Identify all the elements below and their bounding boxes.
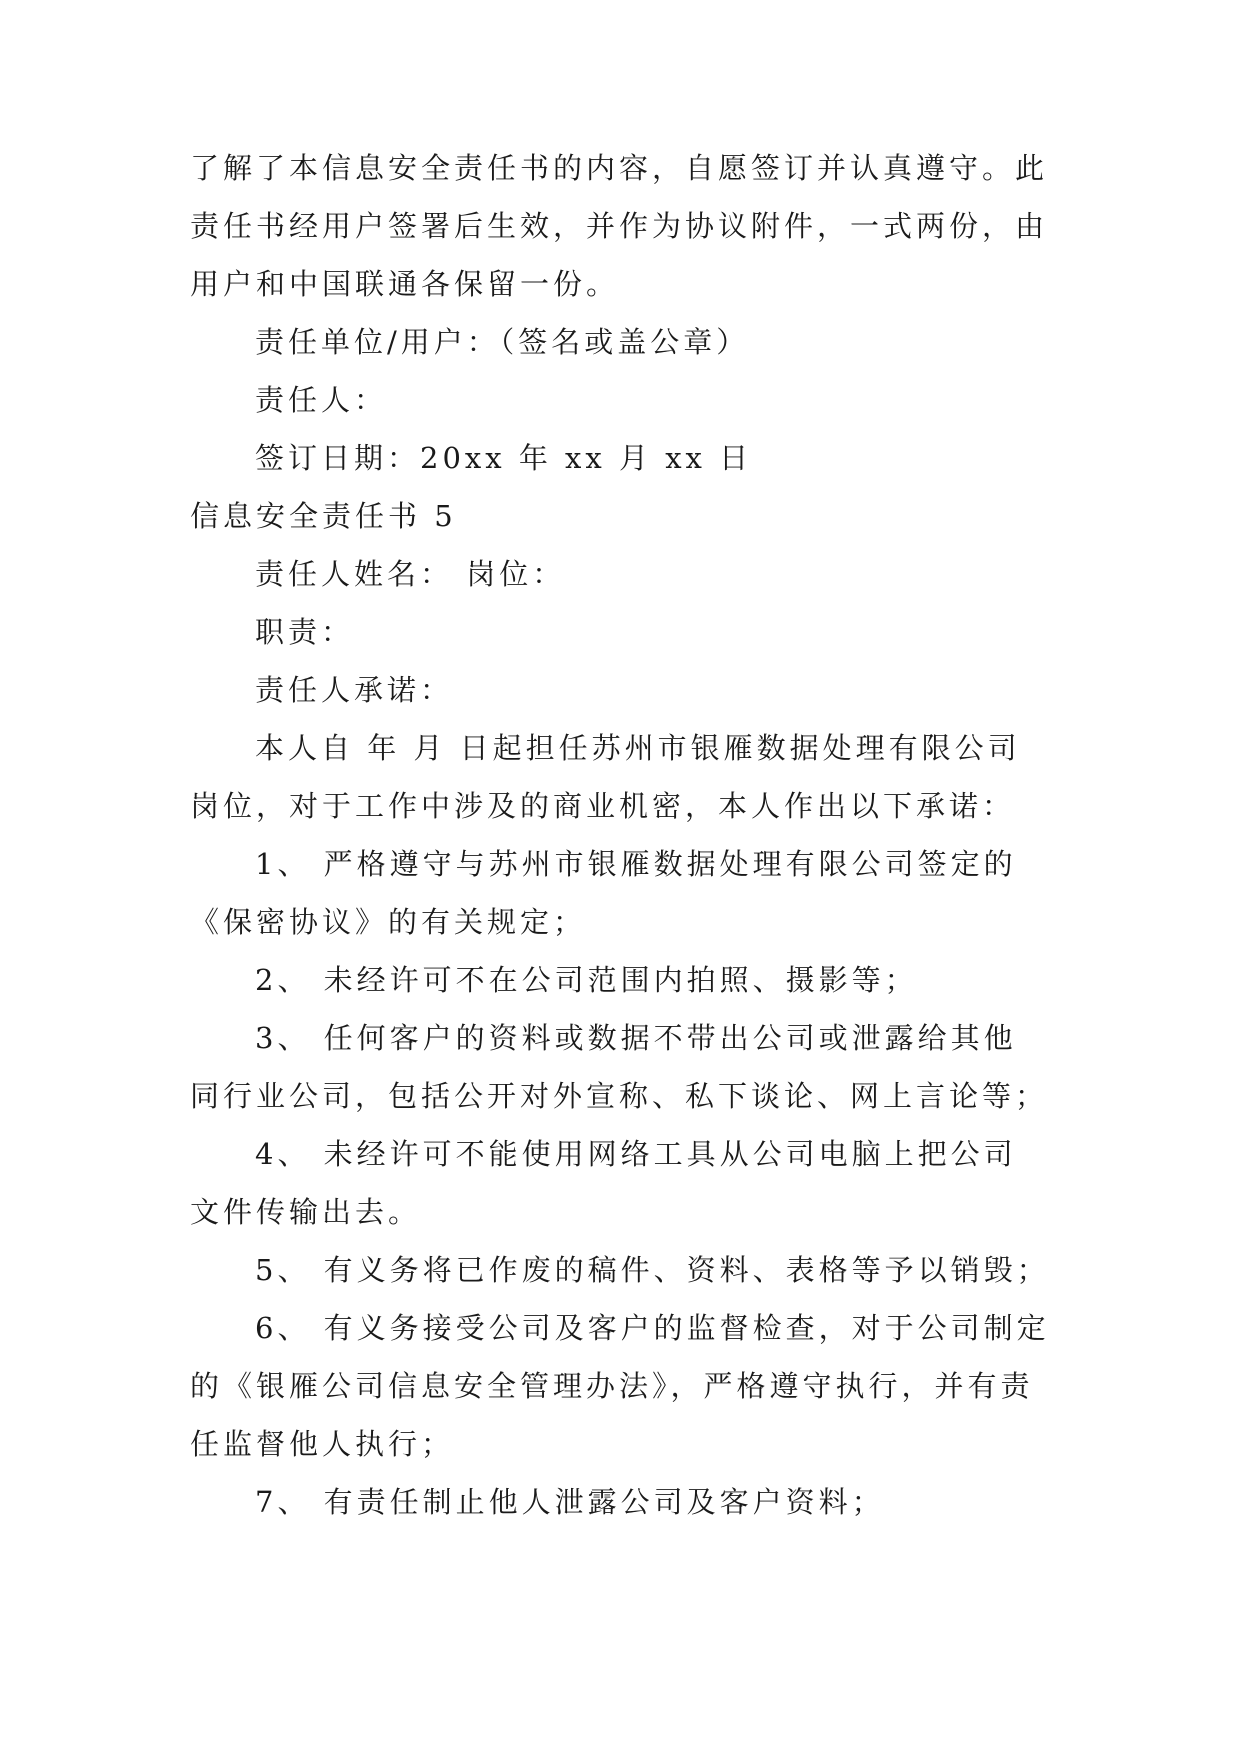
list-item-continuation: 《保密协议》的有关规定； [190, 905, 587, 939]
sign-date-line: 签订日期：20xx 年 xx 月 xx 日 [255, 441, 753, 475]
list-item: 2、 未经许可不在公司范围内拍照、摄影等； [255, 963, 918, 997]
list-item: 6、 有义务接受公司及客户的监督检查，对于公司制定 [255, 1311, 1050, 1345]
list-item-continuation: 的《银雁公司信息安全管理办法》，严格遵守执行，并有责 [190, 1369, 1034, 1403]
responsible-person-line: 责任人： [255, 383, 388, 417]
list-item: 4、 未经许可不能使用网络工具从公司电脑上把公司 [255, 1137, 1017, 1171]
paragraph-line: 责任书经用户签署后生效，并作为协议附件，一式两份，由 [190, 209, 1049, 243]
paragraph-line: 了解了本信息安全责任书的内容，自愿签订并认真遵守。此 [190, 151, 1049, 185]
list-item-continuation: 文件传输出去。 [190, 1195, 422, 1229]
duties-line: 职责： [255, 615, 355, 649]
paragraph-line: 岗位，对于工作中涉及的商业机密，本人作出以下承诺： [190, 789, 1016, 823]
signature-unit-line: 责任单位/用户：（签名或盖公章） [255, 325, 750, 359]
list-item: 1、 严格遵守与苏州市银雁数据处理有限公司签定的 [255, 847, 1017, 881]
list-item-continuation: 同行业公司，包括公开对外宣称、私下谈论、网上言论等； [190, 1079, 1049, 1113]
name-position-line: 责任人姓名： 岗位： [255, 557, 566, 591]
section-heading: 信息安全责任书 5 [190, 499, 457, 533]
list-item: 3、 任何客户的资料或数据不带出公司或泄露给其他 [255, 1021, 1017, 1055]
paragraph-line: 用户和中国联通各保留一份。 [190, 267, 620, 301]
list-item: 7、 有责任制止他人泄露公司及客户资料； [255, 1485, 885, 1519]
list-item: 5、 有义务将已作废的稿件、资料、表格等予以销毁； [255, 1253, 1050, 1287]
commitment-heading: 责任人承诺： [255, 673, 454, 707]
list-item-continuation: 任监督他人执行； [190, 1427, 455, 1461]
paragraph-line: 本人自 年 月 日起担任苏州市银雁数据处理有限公司 [255, 731, 1021, 765]
